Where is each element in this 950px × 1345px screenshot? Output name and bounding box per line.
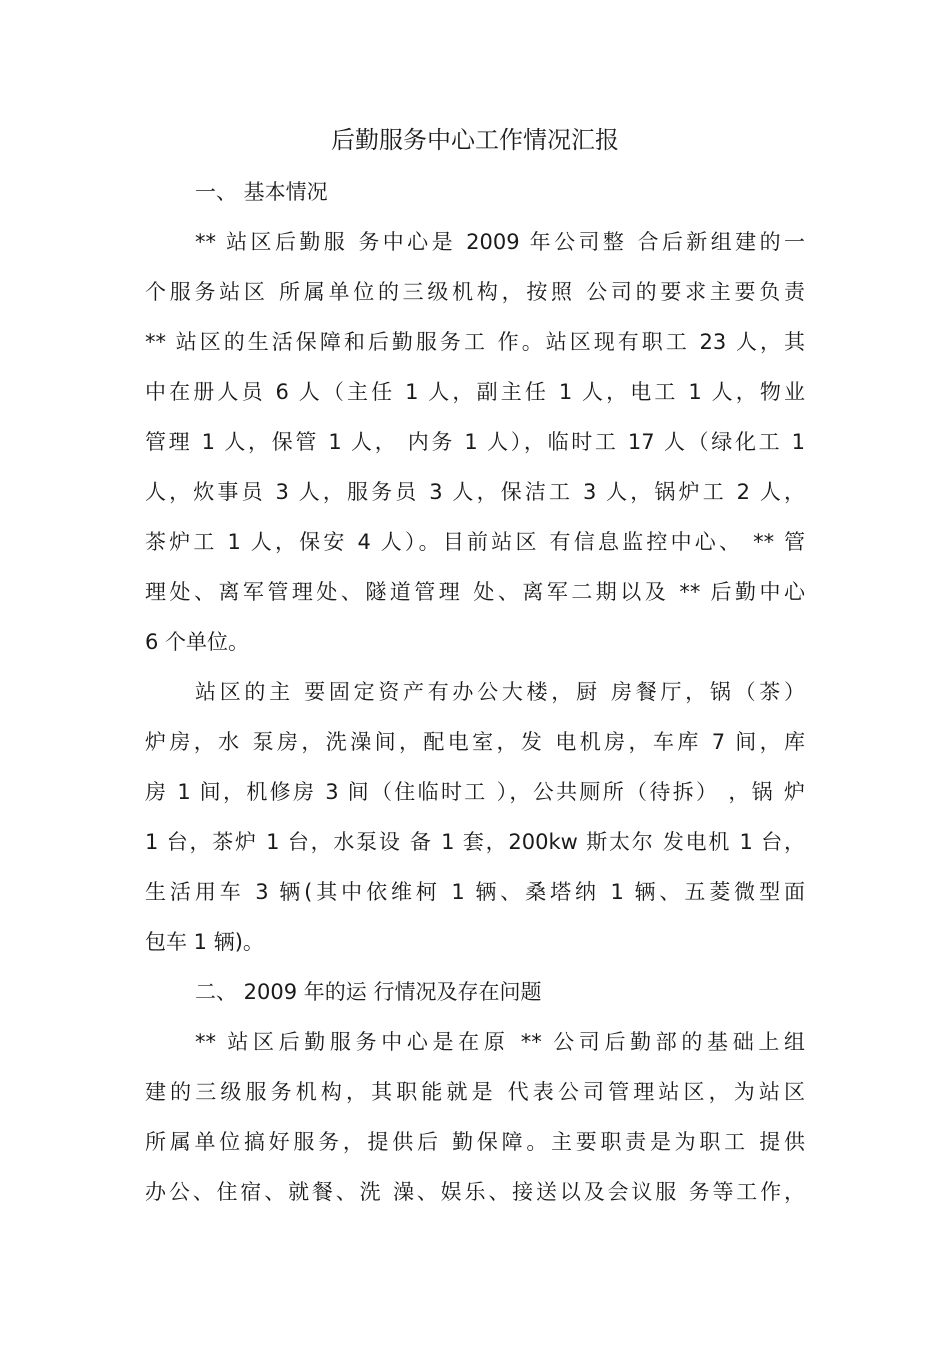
paragraph-line: 办公、住宿、就餐、洗 澡、娱乐、接送以及会议服 务等工作， [145, 1180, 805, 1204]
paragraph-line: 管理 1 人，保管 1 人， 内务 1 人），临时工 17 人（绿化工 1 [145, 430, 805, 454]
paragraph-line: 所属单位搞好服务，提供后 勤保障。主要职责是为职工 提供 [145, 1130, 805, 1154]
paragraph-line: 房 1 间，机修房 3 间（住临时工 ），公共厕所（待拆） ，锅 炉 [145, 780, 805, 804]
paragraph-line: ** 站区后勤服 务中心是 2009 年公司整 合后新组建的一 [195, 230, 805, 254]
paragraph-line: 理处、离军管理处、隧道管理 处、离军二期以及 ** 后勤中心 [145, 580, 805, 604]
paragraph-line: 炉房，水 泵房，洗澡间，配电室，发 电机房，车库 7 间，库 [145, 730, 805, 754]
paragraph-line: 人，炊事员 3 人，服务员 3 人，保洁工 3 人，锅炉工 2 人， [145, 480, 805, 504]
paragraph-line: 站区的主 要固定资产有办公大楼，厨 房餐厅，锅（茶） [195, 680, 805, 704]
paragraph-line: 生活用车 3 辆(其中依维柯 1 辆、桑塔纳 1 辆、五菱微型面 [145, 880, 805, 904]
paragraph-line: 建的三级服务机构，其职能就是 代表公司管理站区，为站区 [145, 1080, 805, 1104]
paragraph-line: 包车 1 辆)。 [145, 930, 264, 954]
section-heading-basic-situation: 一、 基本情况 [195, 180, 328, 204]
paragraph-line: 中在册人员 6 人（主任 1 人，副主任 1 人，电工 1 人，物业 [145, 380, 805, 404]
paragraph-line: 个服务站区 所属单位的三级机构，按照 公司的要求主要负责 [145, 280, 805, 304]
paragraph-line: 茶炉工 1 人，保安 4 人）。目前站区 有信息监控中心、 ** 管 [145, 530, 805, 554]
section-heading-operations-2009: 二、 2009 年的运 行情况及存在问题 [195, 980, 542, 1004]
paragraph-line: 6 个单位。 [145, 630, 250, 654]
document-title: 后勤服务中心工作情况汇报 [331, 126, 619, 154]
paragraph-line: ** 站区后勤服务中心是在原 ** 公司后勤部的基础上组 [195, 1030, 805, 1054]
paragraph-line: ** 站区的生活保障和后勤服务工 作。站区现有职工 23 人，其 [145, 330, 805, 354]
paragraph-line: 1 台，茶炉 1 台，水泵设 备 1 套，200kw 斯太尔 发电机 1 台， [145, 830, 805, 854]
